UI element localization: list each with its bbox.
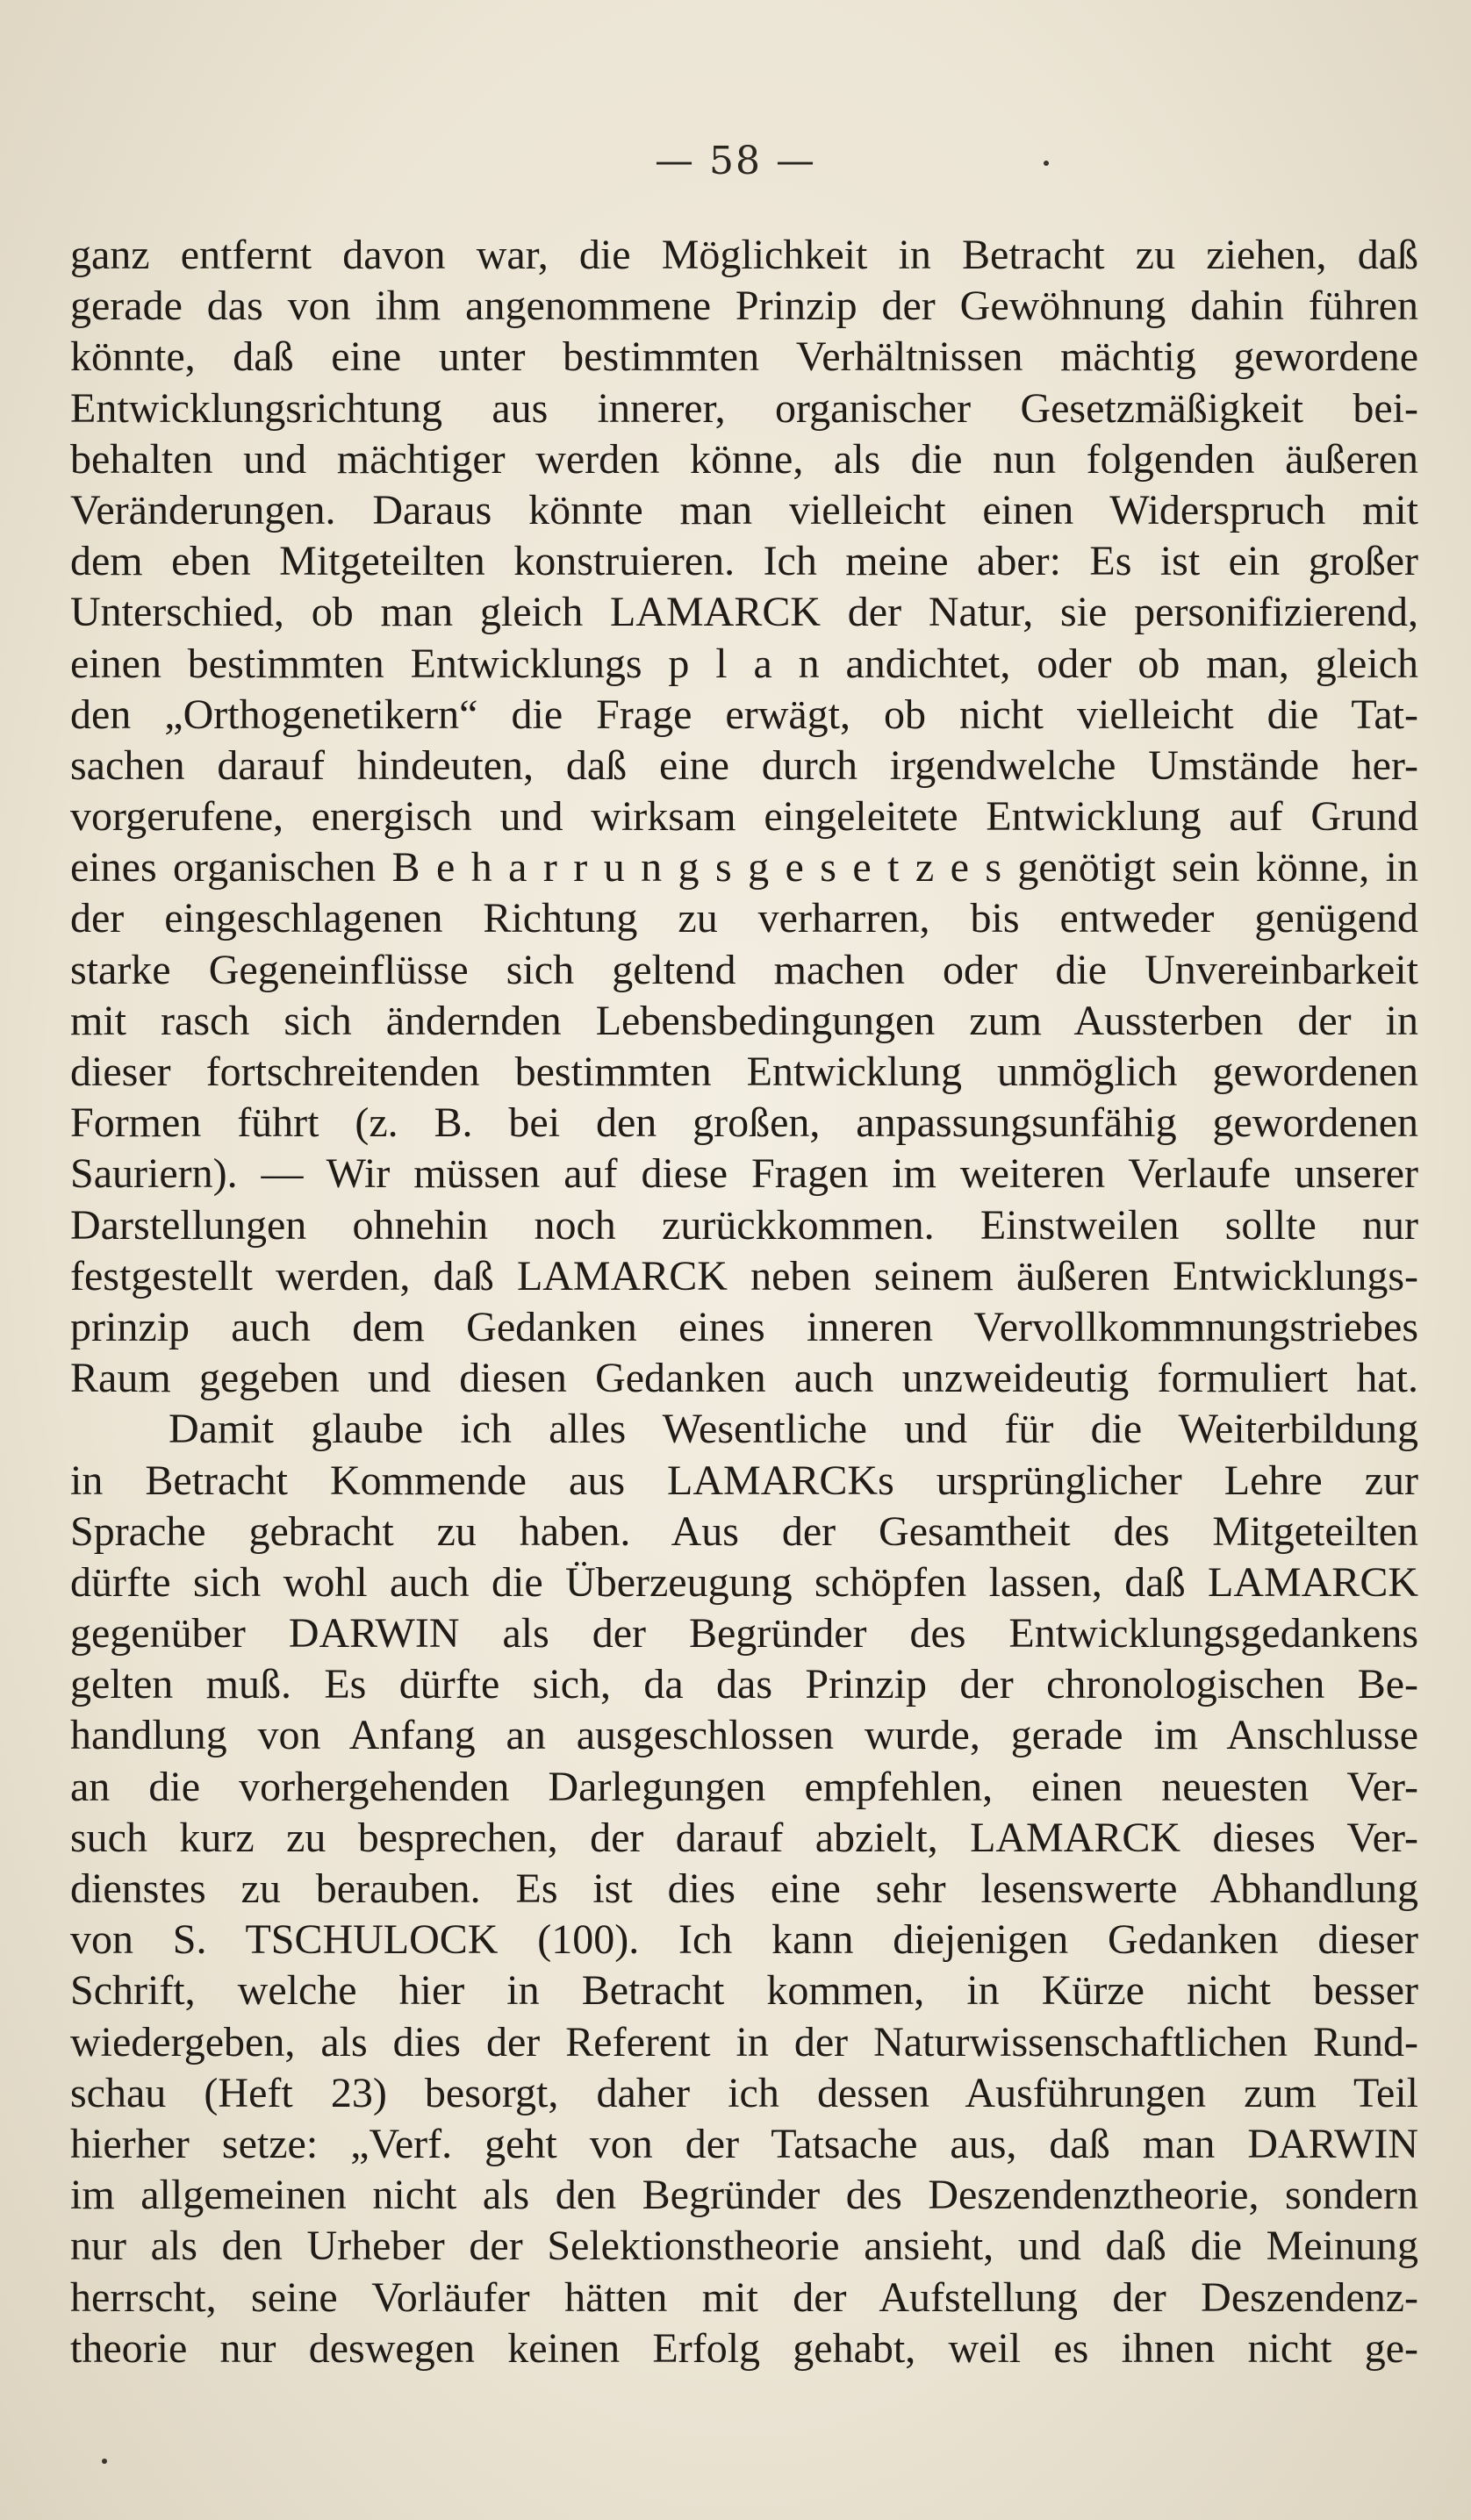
text-line: hierher setze: „Verf. geht von der Tatsache aus, daß man DARWIN <box>70 2120 1418 2167</box>
text-line: Sauriern). — Wir müssen auf diese Fragen im weiteren Verlaufe unserer <box>70 1150 1418 1198</box>
body-text <box>70 230 1418 2374</box>
page-number: — 58 — <box>655 139 816 183</box>
text-line: starke Gegeneinflüsse sich geltend machen oder die Unvereinbarkeit <box>70 946 1418 993</box>
text-line: von S. TSCHULOCK (100). Ich kann diejenigen Gedanken dieser <box>70 1916 1418 1964</box>
text-line: Darstellungen ohnehin noch zurückkommen. Einstweilen sollte nur <box>70 1201 1418 1249</box>
text-line: eines organischen B e h a r r u n g s g e s e t z e s genötigt sein könne, in <box>70 844 1418 891</box>
text-line: schau (Heft 23) besorgt, daher ich dessen Ausführungen zum Teil <box>70 2069 1418 2116</box>
text-line: in Betracht Kommende aus LAMARCKs ursprünglicher Lehre zur <box>70 1457 1418 1504</box>
text-line: gelten muß. Es dürfte sich, da das Prinzip der chronologischen Be- <box>70 1661 1418 1708</box>
text-line: such kurz zu besprechen, der darauf abzielt, LAMARCK dieses Ver- <box>70 1814 1418 1861</box>
text-line: ganz entfernt davon war, die Möglichkeit in Betracht zu ziehen, daß <box>70 232 1418 278</box>
text-line: der eingeschlagenen Richtung zu verharren, bis entweder genügend <box>70 895 1418 942</box>
text-line: festgestellt werden, daß LAMARCK neben seinem äußeren Entwicklungs- <box>70 1252 1418 1299</box>
text-line: könnte, daß eine unter bestimmten Verhältnissen mächtig gewordene <box>70 333 1418 381</box>
ink-speck <box>102 2459 107 2464</box>
text-line: im allgemeinen nicht als den Begründer des Deszendenztheorie, sondern <box>70 2172 1418 2219</box>
text-line: Veränderungen. Daraus könnte man vielleicht einen Widerspruch mit <box>70 486 1418 533</box>
text-line: behalten und mächtiger werden könne, als die nun folgenden äußeren <box>70 435 1418 483</box>
text-line: den „Orthogenetikern“ die Frage erwägt, ob nicht vielleicht die Tat- <box>70 691 1418 738</box>
text-line: gerade das von ihm angenommene Prinzip der Gewöhnung dahin führen <box>70 283 1418 330</box>
ink-speck <box>1044 161 1049 166</box>
text-line: Damit glaube ich alles Wesentliche und für die Weiterbildung <box>169 1406 1418 1453</box>
text-line: dienstes zu berauben. Es ist dies eine sehr lesenswerte Abhandlung <box>70 1865 1418 1912</box>
text-line: Sprache gebracht zu haben. Aus der Gesamtheit des Mitgeteilten <box>70 1507 1418 1555</box>
text-line: theorie nur deswegen keinen Erfolg gehabt, weil es ihnen nicht ge- <box>70 2324 1418 2372</box>
text-line: herrscht, seine Vorläufer hätten mit der Aufstellung der Deszendenz- <box>70 2273 1418 2321</box>
text-line: nur als den Urheber der Selektionstheorie ansieht, und daß die Meinung <box>70 2223 1418 2270</box>
text-line: Raum gegeben und diesen Gedanken auch unzweideutig formuliert hat. <box>70 1355 1418 1402</box>
text-line: Unterschied, ob man gleich LAMARCK der Natur, sie personifizierend, <box>70 589 1418 636</box>
text-line: einen bestimmten Entwicklungs p l a n andichtet, oder ob man, gleich <box>70 640 1418 687</box>
text-line: vorgerufene, energisch und wirksam eingeleitete Entwicklung auf Grund <box>70 793 1418 841</box>
text-line: Entwicklungsrichtung aus innerer, organischer Gesetzmäßigkeit bei- <box>70 384 1418 432</box>
text-line: handlung von Anfang an ausgeschlossen wurde, gerade im Anschlusse <box>70 1712 1418 1759</box>
text-line: prinzip auch dem Gedanken eines inneren Vervollkommnungstriebes <box>70 1303 1418 1350</box>
text-line: mit rasch sich ändernden Lebensbedingungen zum Aussterben der in <box>70 997 1418 1044</box>
text-line: Formen führt (z. B. bei den großen, anpassungsunfähig gewordenen <box>70 1099 1418 1147</box>
text-line: an die vorhergehenden Darlegungen empfehlen, einen neuesten Ver- <box>70 1763 1418 1810</box>
text-line: gegenüber DARWIN als der Begründer des Entwicklungsgedankens <box>70 1610 1418 1657</box>
text-line: dieser fortschreitenden bestimmten Entwicklung unmöglich gewordenen <box>70 1049 1418 1095</box>
text-line: sachen darauf hindeuten, daß eine durch irgendwelche Umstände her- <box>70 741 1418 789</box>
text-line: wiedergeben, als dies der Referent in der Naturwissenschaftlichen Rund- <box>70 2018 1418 2065</box>
text-line: Schrift, welche hier in Betracht kommen, in Kürze nicht besser <box>70 1967 1418 2015</box>
text-line: dürfte sich wohl auch die Überzeugung schöpfen lassen, daß LAMARCK <box>70 1558 1418 1606</box>
text-line: dem eben Mitgeteilten konstruieren. Ich meine aber: Es ist ein großer <box>70 538 1418 585</box>
